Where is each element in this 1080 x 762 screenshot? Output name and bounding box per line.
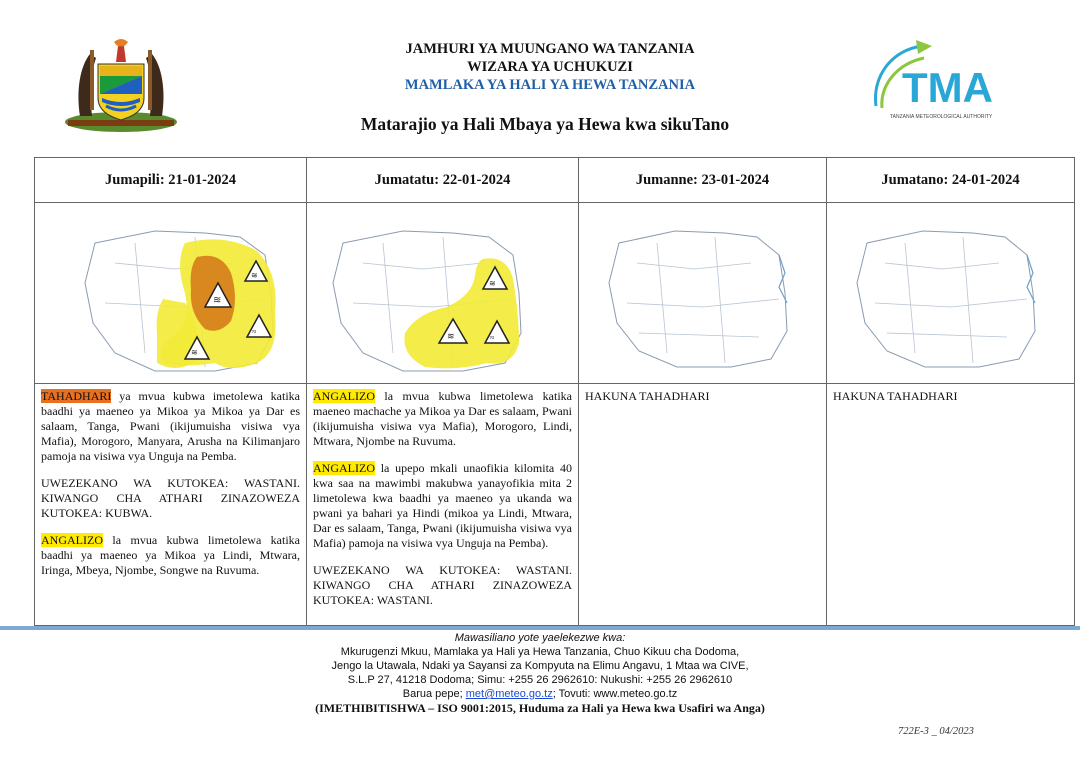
day-1-text [35,384,307,626]
day-4-date: Jumatano: 24-01-2024 [827,158,1075,203]
map-row [35,203,1075,384]
svg-text:≋: ≋ [447,331,455,341]
svg-text:≋: ≋ [489,279,496,288]
day-3-text [579,384,827,626]
advisory-tag: ANGALIZO [313,461,375,475]
email-link[interactable]: met@meteo.go.tz [465,688,553,700]
svg-text:≋: ≋ [251,271,258,280]
day-2-paragraph: ANGALIZO la upepo mkali unaofikia kilomita 40 kwa saa na mawimbi makubwa yanayofikia mita 2 limetolewa kwa baadhi ya maeneo ya ukanda wa pwani ya bahari ya Hindi (mikoa ya Lindi, Mtwara, Dar es salaam, Tanga, Pwani (ikijumuisha visiwa vya Mafia) pamoja na visiwa vya Unguja na Pemba). [313,461,572,550]
day-3-map [579,203,827,384]
day-2-paragraph: ANGALIZO la mvua kubwa limetolewa katika maeneo machache ya Mikoa ya Dar es salaam, Pwani (ikijumuisha visiwa vya Mafia), Morogoro, Lindi, Mtwara, Njombe na Ruvuma. [313,389,572,448]
day-1-map [35,203,307,384]
day-1-paragraph: ANGALIZO la mvua kubwa limetolewa katika baadhi ya maeneo ya Mikoa ya Lindi, Mtwara, Iringa, Mbeya, Njombe, Songwe na Ruvuma. [41,533,300,577]
day-3-date: Jumanne: 23-01-2024 [579,158,827,203]
tma-logo-text: TMA [902,64,993,111]
day-1-paragraph: TAHADHARI ya mvua kubwa imetolewa katika baadhi ya maeneo ya Mikoa ya Mikoa ya Dar es salaam, Tanga, Pwani (ikijumuisha visiwa vya Mafia), Morogoro, Manyara, Arusha na Kilimanjaro pamoja na visiwa vya Unguja na Pemba. [41,389,300,463]
tma-logo-icon [866,36,1006,128]
footer-address-line: Mkurugenzi Mkuu, Mamlaka ya Hali ya Hewa Tanzania, Chuo Kikuu cha Dodoma, [340,646,740,658]
svg-text:≈: ≈ [252,327,257,336]
footer-divider [0,626,1080,630]
day-1-date: Jumapili: 21-01-2024 [35,158,307,203]
advisory-tag: ANGALIZO [313,389,375,403]
forecast-table [34,157,1075,626]
footer-contact-line: Barua pepe; met@meteo.go.tz; Tovuti: www.meteo.go.tz [402,688,678,700]
day-2-map [307,203,579,384]
day-2-paragraph: UWEZEKANO WA KUTOKEA: WASTANI. KIWANGO CHA ATHARI ZINAZOWEZA KUTOKEA: WASTANI. [313,563,572,607]
ministry-name: WIZARA YA UCHUKUZI [467,59,633,75]
document-number: 722E-3 _ 04/2023 [898,726,974,737]
footer-heading: Mawasiliano yote yaelekezwe kwa: [454,632,626,644]
day-3-paragraph: HAKUNA TAHADHARI [585,389,710,403]
footer-address-line: S.L.P 27, 41218 Dodoma; Simu: +255 26 2962610: Nukushi: +255 26 2962610 [347,674,733,686]
text-row [35,384,1075,626]
website-text: ; Tovuti: www.meteo.go.tz [552,688,678,700]
header-titles [300,40,800,94]
svg-text:≈: ≈ [490,333,495,342]
day-4-paragraph: HAKUNA TAHADHARI [833,389,958,403]
coat-of-arms-icon [62,36,180,136]
certification-text: (IMETHIBITISHWA – ISO 9001:2015, Huduma za Hali ya Hewa kwa Usafiri wa Anga) [315,701,765,715]
day-4-map [827,203,1075,384]
tma-logo-subtext: TANZANIA METEOROLOGICAL AUTHORITY [890,114,993,120]
document-header [0,0,1080,150]
footer-address-line: Jengo la Utawala, Ndaki ya Sayansi za Kompyuta na Elimu Angavu, 1 Mtaa wa CIVE, [331,660,749,672]
day-4-text [827,384,1075,626]
authority-name: MAMLAKA YA HALI YA HEWA TANZANIA [404,77,696,93]
warning-tag: TAHADHARI [41,389,112,403]
svg-text:≋: ≋ [213,295,222,306]
day-2-text [307,384,579,626]
footer-contact [250,631,830,715]
date-header-row [35,158,1075,203]
advisory-tag: ANGALIZO [41,533,103,547]
document-title: Matarajio ya Hali Mbaya ya Hewa kwa sikuTano [360,114,730,134]
day-1-paragraph: UWEZEKANO WA KUTOKEA: WASTANI. KIWANGO CHA ATHARI ZINAZOWEZA KUTOKEA: KUBWA. [41,476,300,520]
country-name: JAMHURI YA MUUNGANO WA TANZANIA [405,41,695,57]
svg-text:≋: ≋ [191,348,198,357]
day-2-date: Jumatatu: 22-01-2024 [307,158,579,203]
